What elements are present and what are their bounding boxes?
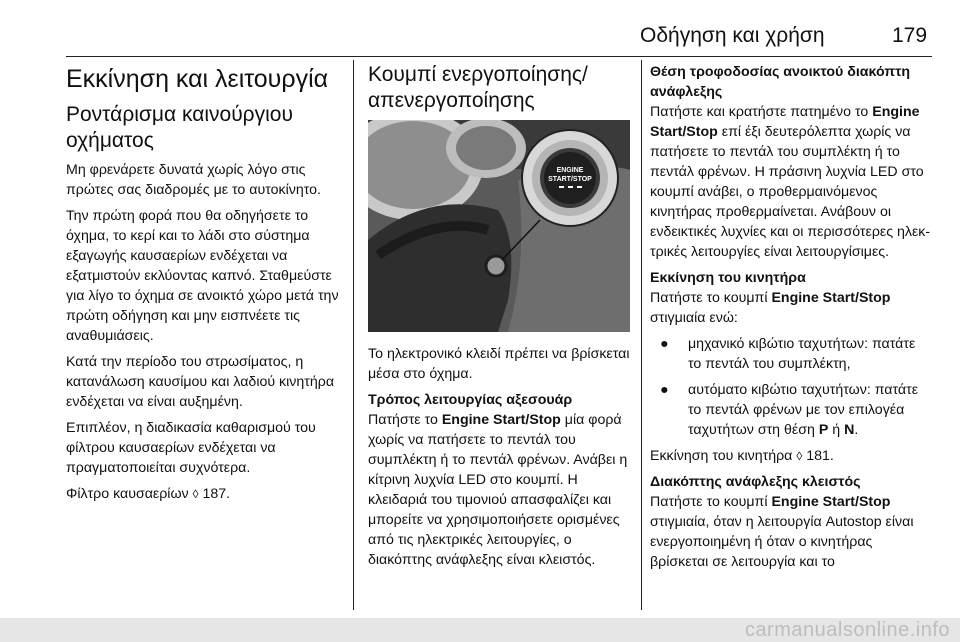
page-header xyxy=(0,0,960,60)
page-number: 179 xyxy=(892,24,928,47)
bullet-list xyxy=(650,334,932,440)
xref-page[interactable]: 181. xyxy=(806,448,834,464)
column-3 xyxy=(650,62,932,578)
paragraph: Επιπλέον, η διαδικασία καθαρισμού του φίλτρου καυσαερίων ενδέχεται να πραγματοποιείται συχνότερα. xyxy=(66,420,316,476)
bullet-icon: ● xyxy=(660,336,669,352)
button-name: Engine Start/Stop xyxy=(650,104,920,140)
button-name: Engine Start/Stop xyxy=(771,290,891,306)
xref-page[interactable]: 187. xyxy=(202,486,231,502)
paragraph: Κατά την περίοδο του στρωσίματος, η κατανάλωση καυσίμου και λαδιού κινητήρα ενδέχεται να είναι αυξημένη. xyxy=(66,354,335,410)
paragraph: Μη φρενάρετε δυνατά χωρίς λόγο στις πρώτες σας διαδρομές με το αυτοκίνητο. xyxy=(66,162,321,198)
button-label-line2: START/STOP xyxy=(548,176,592,183)
paragraph: Πατήστε και κρατήστε πατημένο το Engine Start/Stop επί έξι δευτερόλεπτα χωρίς να πατήσετε το πεντάλ του συμπλέκτη ή το πεντάλ φρένων. Η πράσινη λυχνία LED στο κουμπί ανάβει, ο προθερμαινόμενος κινητήρας προθερμαίνεται. Ανάβουν οι ενδεικτικές λυχνίες και οι περισσότερες ηλεκτρικές λειτουργίες είναι λειτουργίσιμες. xyxy=(650,104,931,260)
subheading-accessory-mode: Τρόπος λειτουργίας αξεσουάρ xyxy=(368,392,573,408)
bullet-icon: ● xyxy=(660,382,669,398)
paragraph: Πατήστε το κουμπί Engine Start/Stop στιγμιαία ενώ: xyxy=(650,290,891,326)
column-divider-1 xyxy=(353,60,354,610)
section-title-start-stop-button: Κουμπί ενεργοποίησης/ απενεργοποίησης xyxy=(368,63,588,112)
section-title-break-in: Ροντάρισμα καινούργιου οχήματος xyxy=(66,103,293,152)
xref-arrow-icon: ◊ xyxy=(796,449,803,463)
xref-arrow-icon: ◊ xyxy=(192,487,199,501)
cross-reference xyxy=(66,484,340,504)
button-label-line1: ENGINE xyxy=(556,167,584,174)
header-rule xyxy=(66,56,932,57)
paragraph: Την πρώτη φορά που θα οδηγήσετε το όχημα, το κερί και το λάδι στο σύστημα εξαγωγής καυσαερίων ενδέχεται να εξατμιστούν εκλύοντας καπνό. Σταθμεύστε για λίγο το όχημα σε ανοικτό χώρο μετά την πρώτη οδήγηση και μην εισπνέετε τις αναθυμιάσεις. xyxy=(66,208,339,344)
start-stop-button-photo xyxy=(368,120,630,332)
subheading-ignition-on: Θέση τροφοδοσίας ανοικτού διακόπτη ανάφλεξης xyxy=(650,64,911,100)
paragraph: Πατήστε το Engine Start/Stop μία φορά χωρίς να πατήσετε το πεντάλ του συμπλέκτη ή το πεντάλ φρένων. Ανάβει η κίτρινη λυχνία LED στο κουμπί. Η κλειδαριά του τιμονιού απασφαλίζει και μπορείτε να χρησιμοποιήσετε ορισμένες από τις ηλεκτρικές λειτουργίες, ο διακόπτης ανάφλεξης είναι κλειστός. xyxy=(368,412,628,568)
column-2 xyxy=(368,62,630,576)
column-divider-2 xyxy=(641,60,642,610)
xref-text: Εκκίνηση του κινητήρα xyxy=(650,448,793,464)
cross-reference xyxy=(650,446,932,466)
running-title: Οδήγηση και χρήση xyxy=(640,24,825,47)
footer-bar xyxy=(0,618,960,642)
watermark-text: carmanualsonline.info xyxy=(744,619,950,641)
column-1 xyxy=(66,62,340,510)
subheading-ignition-off: Διακόπτης ανάφλεξης κλειστός xyxy=(650,474,861,490)
button-name: Engine Start/Stop xyxy=(771,494,891,510)
subheading-engine-start: Εκκίνηση του κινητήρα xyxy=(650,270,806,286)
button-name: Engine Start/Stop xyxy=(441,412,561,428)
paragraph: Το ηλεκτρονικό κλειδί πρέπει να βρίσκεται μέσα στο όχημα. xyxy=(368,346,630,382)
chapter-title: Εκκίνηση και λειτουργία xyxy=(66,65,329,93)
list-item: ● αυτόματο κιβώτιο ταχυτήτων: πατάτε το πεντάλ φρένων με τον επιλογέα ταχυτήτων στη θέση P ή N. xyxy=(660,382,919,438)
paragraph: Πατήστε το κουμπί Engine Start/Stop στιγμιαία, όταν η λειτουργία Autostop είναι ενεργοποιημένη ή όταν ο κινητήρας βρίσκεται σε λειτουργία και το xyxy=(650,494,914,570)
xref-text: Φίλτρο καυσαερίων xyxy=(66,486,189,502)
list-item: ● μηχανικό κιβώτιο ταχυτήτων: πατάτε το πεντάλ του συμπλέκτη, xyxy=(660,336,916,372)
